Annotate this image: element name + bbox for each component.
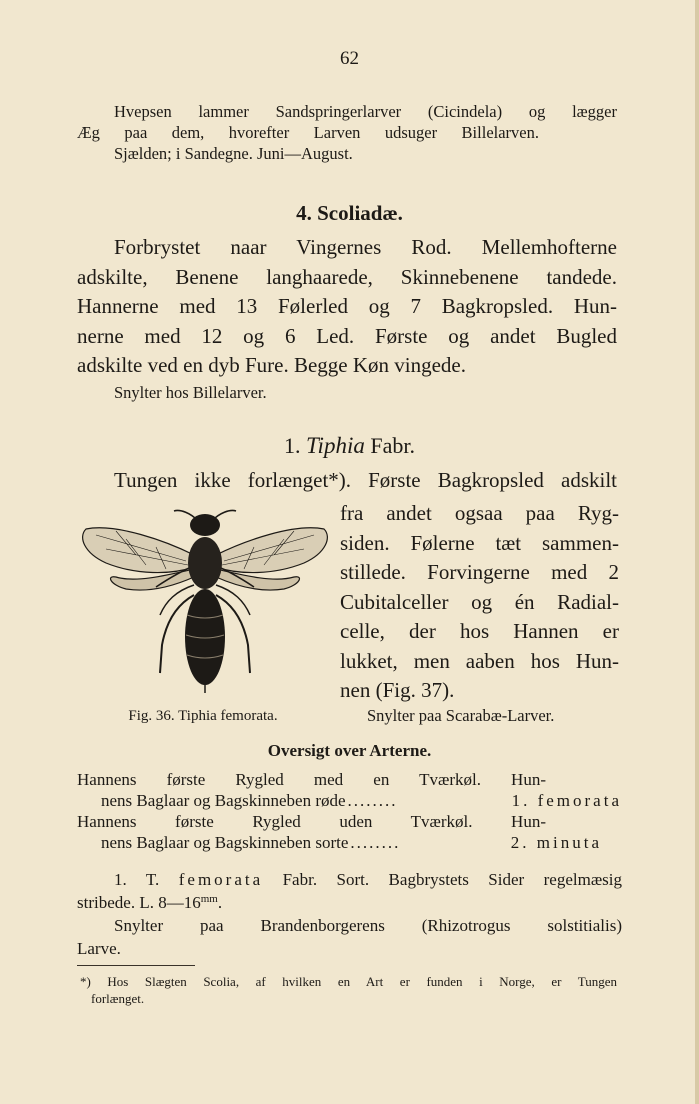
size-unit: mm <box>200 893 218 905</box>
genus-heading <box>0 433 699 459</box>
species-name: femorata <box>178 870 264 889</box>
genus-author: Fabr. <box>370 433 415 458</box>
species-number: 1. T. <box>114 870 160 889</box>
family-line: adskilte ved en dyb Fure. Begge Køn vingede. <box>77 353 466 377</box>
page-number: 62 <box>340 48 359 69</box>
species-size-end: . <box>217 893 223 912</box>
species-description: Fabr. Sort. Bagbrystets Sider regelmæsig <box>282 870 622 889</box>
genus-name: Tiphia <box>306 433 365 458</box>
key-leader-dots: ........ <box>350 833 401 852</box>
page-edge <box>695 0 699 1104</box>
genus-line: fra andet ogsaa paa Ryg- <box>340 501 619 525</box>
species-line <box>77 891 622 914</box>
key-entry-row <box>77 790 622 811</box>
wasp-illustration <box>76 505 334 705</box>
genus-number: 1. <box>284 433 301 458</box>
genus-host: Snylter paa Scarabæ-Larver. <box>367 706 555 725</box>
right-forewing <box>216 528 327 573</box>
footnote <box>77 973 617 1007</box>
family-line: nerne med 12 og 6 Led. Første og andet Bugled <box>77 323 617 348</box>
species-host-line: Snylter paa Brandenborgerens (Rhizotrogus solstitialis) <box>114 916 622 935</box>
left-forewing <box>83 528 194 573</box>
key-result: 1. femorata <box>511 791 622 810</box>
family-line: Forbrystet naar Vingernes Rod. Mellemhofterne <box>114 235 617 259</box>
key-entry-line: Hannens første Rygled uden Tværkøl. Hun- <box>77 812 546 831</box>
intro-line: Hvepsen lammer Sandspringerlarver (Cicindela) og lægger <box>114 102 617 121</box>
genus-line: Cubitalceller og én Radial- <box>340 589 619 614</box>
genus-description <box>340 499 619 706</box>
key-entry-text: nens Baglaar og Bagskinneben sorte <box>101 833 349 852</box>
genus-line: celle, der hos Hannen er <box>340 619 619 643</box>
intro-line: Æg paa dem, hvorefter Larven udsuger Billelarven. <box>77 123 539 142</box>
footnote-line: forlænget. <box>91 991 145 1006</box>
wasp-thorax <box>188 537 222 589</box>
key-entry-line: Hannens første Rygled med en Tværkøl. Hun- <box>77 770 546 789</box>
genus-line: stillede. Forvingerne med 2 <box>340 560 619 584</box>
species-line <box>77 868 622 891</box>
key-entry-text: nens Baglaar og Bagskinneben røde <box>101 791 346 810</box>
tiphia-femorata-figure <box>76 505 334 705</box>
key-result: 2. minuta <box>510 833 602 852</box>
species-key <box>77 769 622 853</box>
figure-caption: Fig. 36. Tiphia femorata. <box>128 708 278 724</box>
genus-line: nen (Fig. 37). <box>340 678 455 702</box>
key-heading: Oversigt over Arterne. <box>267 741 432 760</box>
genus-line: siden. Følerne tæt sammen- <box>340 530 619 555</box>
key-leader-dots: ........ <box>347 791 398 810</box>
wasp-head <box>190 514 220 536</box>
family-heading: 4. Scoliadæ. <box>296 201 403 225</box>
genus-line: lukket, men aaben hos Hun- <box>340 648 619 673</box>
species-entry <box>77 868 622 960</box>
footnote-rule <box>77 965 195 966</box>
wasp-abdomen <box>185 589 225 685</box>
key-entry-row <box>77 832 622 853</box>
intro-line: Sjælden; i Sandegne. Juni—August. <box>114 144 353 163</box>
species-size: stribede. L. 8—16 <box>77 893 201 912</box>
footnote-line: *) Hos Slægten Scolia, af hvilken en Art er funden i Norge, er Tungen <box>80 974 617 989</box>
family-line: adskilte, Benene langhaarede, Skinnebenene tandede. <box>77 264 617 289</box>
intro-paragraph <box>77 101 617 164</box>
family-host: Snylter hos Billelarver. <box>114 383 267 402</box>
genus-first-line: Tungen ikke forlænget*). Første Bagkropsled adskilt <box>114 468 617 492</box>
family-description <box>77 233 617 381</box>
family-line: Hannerne med 13 Følerled og 7 Bagkropsled. Hun- <box>77 294 617 318</box>
species-host-line: Larve. <box>77 939 121 958</box>
